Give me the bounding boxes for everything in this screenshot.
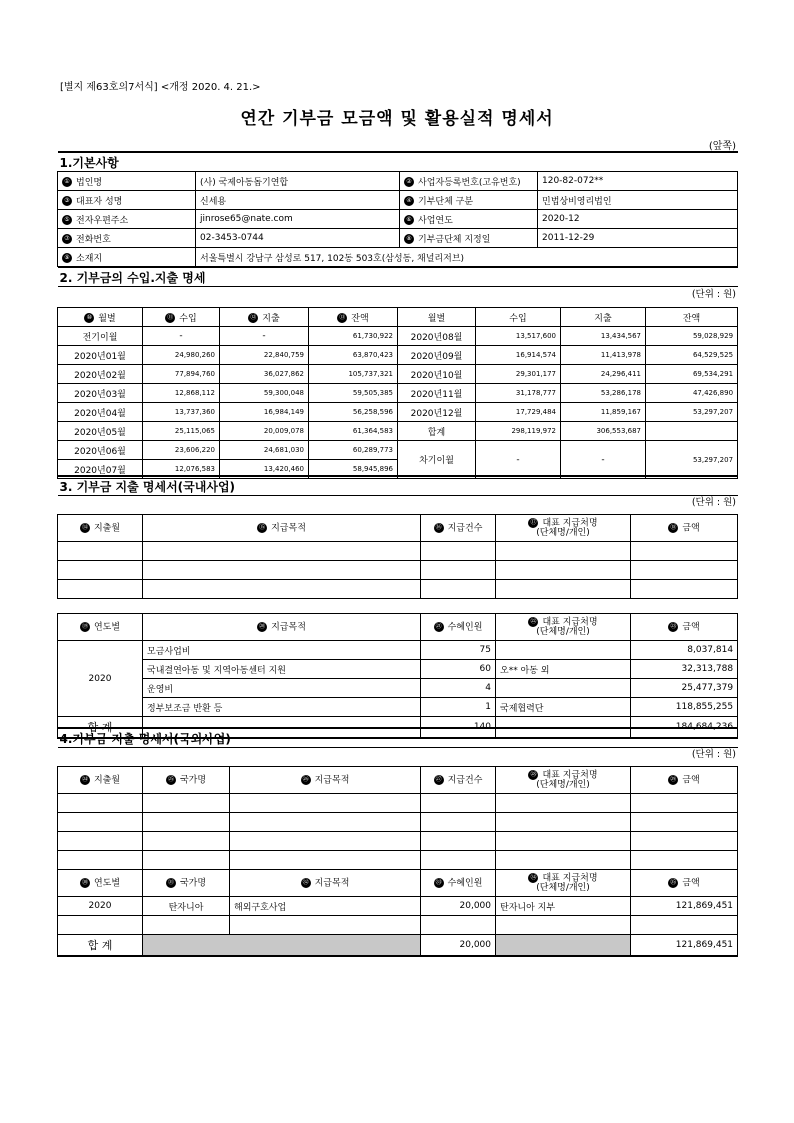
table-row bbox=[58, 660, 738, 679]
expense-cell: - bbox=[561, 441, 646, 479]
table-row bbox=[58, 403, 738, 422]
number-badge-icon: ㉒ bbox=[530, 617, 537, 625]
column-header: ㉓ 금액 bbox=[631, 614, 738, 641]
expense-cell: 13,434,567 bbox=[561, 327, 646, 346]
number-badge-icon: ㉔ bbox=[81, 775, 88, 783]
column-header: ㉒ 대표 지급처명 (단체명/개인) bbox=[496, 614, 631, 641]
balance-cell: 59,505,385 bbox=[309, 384, 398, 403]
number-badge-icon: ⑨ bbox=[62, 253, 72, 263]
expense-cell: 306,553,687 bbox=[561, 422, 646, 441]
column-header: ⑮ 지급목적 bbox=[143, 515, 421, 542]
field-label: ① 법인명 bbox=[58, 172, 196, 191]
column-header: ⑬ 잔액 bbox=[309, 308, 398, 327]
number-badge-icon: ⑧ bbox=[404, 234, 414, 244]
expense-cell: 13,420,460 bbox=[220, 460, 309, 479]
expense-cell: 59,300,048 bbox=[220, 384, 309, 403]
amount-cell: 32,313,788 bbox=[631, 660, 738, 679]
overseas-year: 2020 bbox=[58, 897, 143, 916]
month-cell: 차기이월 bbox=[398, 441, 476, 479]
balance-cell: 61,364,583 bbox=[309, 422, 398, 441]
expense-cell: 53,286,178 bbox=[561, 384, 646, 403]
count-cell: 1 bbox=[421, 698, 496, 717]
month-cell: 2020년12월 bbox=[398, 403, 476, 422]
field-label: ④ 기부단체 구분 bbox=[400, 191, 538, 210]
expense-cell: 20,009,078 bbox=[220, 422, 309, 441]
field-label: ⑦ 전화번호 bbox=[58, 229, 196, 248]
field-value: 02-3453-0744 bbox=[196, 229, 400, 248]
month-cell: 2020년07월 bbox=[58, 460, 143, 479]
field-value: 민법상비영리법인 bbox=[538, 191, 738, 210]
number-badge-icon: ⑬ bbox=[339, 314, 346, 321]
income-cell: 12,076,583 bbox=[143, 460, 220, 479]
expense-cell: 24,681,030 bbox=[220, 441, 309, 460]
balance-cell: 47,426,890 bbox=[646, 384, 738, 403]
income-cell: 25,115,065 bbox=[143, 422, 220, 441]
year-cell: 2020 bbox=[58, 641, 143, 717]
month-cell: 2020년02월 bbox=[58, 365, 143, 384]
column-header: ㉔ 지출월 bbox=[58, 767, 143, 794]
column-header: 월별 bbox=[398, 308, 476, 327]
purpose-cell: 운영비 bbox=[143, 679, 421, 698]
amount-cell: 118,855,255 bbox=[631, 698, 738, 717]
number-badge-icon: ① bbox=[62, 177, 72, 187]
field-label: ⑥ 사업연도 bbox=[400, 210, 538, 229]
field-value: (사) 국제아동돕기연합 bbox=[196, 172, 400, 191]
number-badge-icon: ⑤ bbox=[62, 215, 72, 225]
column-header: ㉑ 수혜인원 bbox=[421, 614, 496, 641]
number-badge-icon: ⑭ bbox=[81, 523, 88, 531]
overseas-payee: 탄자니아 지부 bbox=[496, 897, 631, 916]
overseas-total-count: 20,000 bbox=[421, 935, 496, 957]
number-badge-icon: ㉞ bbox=[530, 873, 537, 881]
payee-cell bbox=[496, 641, 631, 660]
income-cell: 13,517,600 bbox=[476, 327, 561, 346]
count-cell: 75 bbox=[421, 641, 496, 660]
purpose-cell: 모금사업비 bbox=[143, 641, 421, 660]
column-header: ⑳ 지급목적 bbox=[143, 614, 421, 641]
form-note: [별지 제63호의7서식] <개정 2020. 4. 21.> bbox=[60, 82, 261, 93]
amount-cell: 25,477,379 bbox=[631, 679, 738, 698]
basic-info-row bbox=[58, 210, 738, 229]
column-header: ㉟ 금액 bbox=[631, 870, 738, 897]
column-header: ⑫ 지출 bbox=[220, 308, 309, 327]
balance-cell: 53,297,207 bbox=[646, 403, 738, 422]
number-badge-icon: ㉑ bbox=[435, 622, 442, 630]
expense-cell: - bbox=[220, 327, 309, 346]
number-badge-icon: ⑯ bbox=[435, 523, 442, 531]
month-cell: 2020년05월 bbox=[58, 422, 143, 441]
overseas-country: 탄자니아 bbox=[143, 897, 230, 916]
table-row bbox=[58, 441, 738, 460]
table-row bbox=[58, 365, 738, 384]
number-badge-icon: ㉙ bbox=[670, 775, 677, 783]
overseas-amount: 121,869,451 bbox=[631, 897, 738, 916]
column-header: ㉙ 금액 bbox=[631, 767, 738, 794]
column-header: ⑯ 지급건수 bbox=[421, 515, 496, 542]
number-badge-icon: ⑫ bbox=[250, 314, 257, 321]
table-row bbox=[58, 327, 738, 346]
table-row bbox=[58, 384, 738, 403]
income-cell: 24,980,260 bbox=[143, 346, 220, 365]
field-label: ② 사업자등록번호(고유번호) bbox=[400, 172, 538, 191]
section2-heading: 2. 기부금의 수입.지출 명세 bbox=[58, 267, 738, 287]
month-cell: 2020년03월 bbox=[58, 384, 143, 403]
basic-info-table bbox=[57, 151, 738, 267]
month-cell: 2020년01월 bbox=[58, 346, 143, 365]
payee-cell: 국제협력단 bbox=[496, 698, 631, 717]
column-header: ⑭ 지출월 bbox=[58, 515, 143, 542]
column-header: 수입 bbox=[476, 308, 561, 327]
column-header: ㉘ 대표 지급처명 (단체명/개인) bbox=[496, 767, 631, 794]
number-badge-icon: ㉗ bbox=[435, 775, 442, 783]
count-cell: 4 bbox=[421, 679, 496, 698]
number-badge-icon: ⑩ bbox=[84, 313, 94, 323]
balance-cell: 69,534,291 bbox=[646, 365, 738, 384]
column-header: ⑰ 대표 지급처명 (단체명/개인) bbox=[496, 515, 631, 542]
month-cell: 2020년06월 bbox=[58, 441, 143, 460]
section3-heading: 3. 기부금 지출 명세서(국내사업) bbox=[58, 476, 738, 496]
month-cell: 2020년11월 bbox=[398, 384, 476, 403]
number-badge-icon: ㉛ bbox=[167, 878, 174, 886]
income-cell: 12,868,112 bbox=[143, 384, 220, 403]
table-row bbox=[58, 422, 738, 441]
income-cell: 77,894,760 bbox=[143, 365, 220, 384]
month-cell: 전기이월 bbox=[58, 327, 143, 346]
expense-cell: 11,413,978 bbox=[561, 346, 646, 365]
number-badge-icon: ⑦ bbox=[62, 234, 72, 244]
basic-info-row bbox=[58, 229, 738, 248]
column-header: ⑩ 월별 bbox=[58, 308, 143, 327]
domestic-total-amount: 184,684,236 bbox=[631, 717, 738, 739]
balance-cell: 63,870,423 bbox=[309, 346, 398, 365]
column-header: 잔액 bbox=[646, 308, 738, 327]
number-badge-icon: ⑲ bbox=[81, 622, 88, 630]
domestic-total-count: 140 bbox=[421, 717, 496, 739]
month-cell: 2020년09월 bbox=[398, 346, 476, 365]
overseas-total-label: 합 계 bbox=[58, 935, 143, 957]
number-badge-icon: ㉜ bbox=[302, 878, 309, 886]
column-header: ㉕ 국가명 bbox=[143, 767, 230, 794]
expense-cell: 11,859,167 bbox=[561, 403, 646, 422]
front-side-label: (앞쪽) bbox=[708, 141, 736, 152]
month-cell: 합계 bbox=[398, 422, 476, 441]
income-expense-table bbox=[57, 266, 738, 479]
income-cell: 31,178,777 bbox=[476, 384, 561, 403]
column-header: ㉞ 대표 지급처명 (단체명/개인) bbox=[496, 870, 631, 897]
domestic-expense-table bbox=[57, 475, 738, 739]
income-cell: 298,119,972 bbox=[476, 422, 561, 441]
number-badge-icon: ⑱ bbox=[670, 523, 677, 531]
month-cell: 2020년04월 bbox=[58, 403, 143, 422]
address-label-cell: ⑨ 소재지 bbox=[58, 248, 196, 267]
field-value: 신세용 bbox=[196, 191, 400, 210]
column-header: ㉗ 지급건수 bbox=[421, 767, 496, 794]
expense-cell: 24,296,411 bbox=[561, 365, 646, 384]
income-cell: 16,914,574 bbox=[476, 346, 561, 365]
field-value: 120-82-072** bbox=[538, 172, 738, 191]
purpose-cell: 국내결연아동 및 지역아동센터 지원 bbox=[143, 660, 421, 679]
field-label: ③ 대표자 성명 bbox=[58, 191, 196, 210]
month-cell: 2020년08월 bbox=[398, 327, 476, 346]
field-value: 2020-12 bbox=[538, 210, 738, 229]
number-badge-icon: ㉕ bbox=[167, 775, 174, 783]
number-badge-icon: ㉖ bbox=[302, 775, 309, 783]
month-cell: 2020년10월 bbox=[398, 365, 476, 384]
column-header: ㉜ 지급목적 bbox=[230, 870, 421, 897]
number-badge-icon: ④ bbox=[404, 196, 414, 206]
number-badge-icon: ㉚ bbox=[81, 878, 88, 886]
expense-cell: 22,840,759 bbox=[220, 346, 309, 365]
column-header: ⑪ 수입 bbox=[143, 308, 220, 327]
number-badge-icon: ⑮ bbox=[259, 523, 266, 531]
column-header: 지출 bbox=[561, 308, 646, 327]
column-header: ⑲ 연도별 bbox=[58, 614, 143, 641]
page-title: 연간 기부금 모금액 및 활용실적 명세서 bbox=[240, 109, 554, 129]
table-row bbox=[58, 346, 738, 365]
income-cell: - bbox=[143, 327, 220, 346]
table-row bbox=[58, 679, 738, 698]
basic-info-row bbox=[58, 191, 738, 210]
number-badge-icon: ⑥ bbox=[404, 215, 414, 225]
payee-cell bbox=[496, 679, 631, 698]
income-cell: 23,606,220 bbox=[143, 441, 220, 460]
number-badge-icon: ② bbox=[404, 177, 414, 187]
balance-cell: 64,529,525 bbox=[646, 346, 738, 365]
field-value: 2011-12-29 bbox=[538, 229, 738, 248]
balance-cell: 53,297,207 bbox=[646, 441, 738, 479]
column-header: ㉝ 수혜인원 bbox=[421, 870, 496, 897]
expense-cell: 36,027,862 bbox=[220, 365, 309, 384]
income-cell: 29,301,177 bbox=[476, 365, 561, 384]
field-label: ⑤ 전자우편주소 bbox=[58, 210, 196, 229]
balance-cell: 105,737,321 bbox=[309, 365, 398, 384]
address-value: 서울특별시 강남구 삼성로 517, 102동 503호(삼성동, 채널리저브) bbox=[196, 248, 738, 267]
balance-cell: 58,945,896 bbox=[309, 460, 398, 479]
number-badge-icon: ㉝ bbox=[435, 878, 442, 886]
overseas-total-amount: 121,869,451 bbox=[631, 935, 738, 957]
unit-label: (단위 : 원) bbox=[691, 749, 736, 760]
number-badge-icon: ⑪ bbox=[167, 314, 174, 321]
column-header: ㉛ 국가명 bbox=[143, 870, 230, 897]
purpose-cell: 정부보조금 반환 등 bbox=[143, 698, 421, 717]
balance-cell: 59,028,929 bbox=[646, 327, 738, 346]
unit-label: (단위 : 원) bbox=[691, 497, 736, 508]
overseas-count: 20,000 bbox=[421, 897, 496, 916]
amount-cell: 8,037,814 bbox=[631, 641, 738, 660]
number-badge-icon: ⑳ bbox=[259, 622, 266, 630]
number-badge-icon: ⑰ bbox=[530, 518, 537, 526]
unit-label: (단위 : 원) bbox=[691, 289, 736, 300]
expense-cell: 16,984,149 bbox=[220, 403, 309, 422]
column-header: ㉚ 연도별 bbox=[58, 870, 143, 897]
income-cell: 17,729,484 bbox=[476, 403, 561, 422]
count-cell: 60 bbox=[421, 660, 496, 679]
number-badge-icon: ㉘ bbox=[530, 770, 537, 778]
number-badge-icon: ③ bbox=[62, 196, 72, 206]
domestic-total-label: 합 계 bbox=[58, 717, 143, 739]
number-badge-icon: ㉟ bbox=[670, 878, 677, 886]
balance-cell: 56,258,596 bbox=[309, 403, 398, 422]
field-label: ⑧ 기부금단체 지정일 bbox=[400, 229, 538, 248]
income-cell: 13,737,360 bbox=[143, 403, 220, 422]
balance-cell bbox=[646, 422, 738, 441]
basic-info-row bbox=[58, 172, 738, 191]
column-header: ㉖ 지급목적 bbox=[230, 767, 421, 794]
table-row bbox=[58, 641, 738, 660]
column-header: ⑱ 금액 bbox=[631, 515, 738, 542]
income-cell: - bbox=[476, 441, 561, 479]
overseas-purpose: 해외구호사업 bbox=[230, 897, 421, 916]
balance-cell: 60,289,773 bbox=[309, 441, 398, 460]
field-value: jinrose65@nate.com bbox=[196, 210, 400, 229]
number-badge-icon: ㉓ bbox=[670, 622, 677, 630]
payee-cell: 오** 아동 외 bbox=[496, 660, 631, 679]
balance-cell: 61,730,922 bbox=[309, 327, 398, 346]
section4-heading: 4.기부금 지출 명세서(국외사업) bbox=[58, 728, 738, 748]
section1-heading: 1.기본사항 bbox=[58, 152, 738, 172]
overseas-expense-table bbox=[57, 727, 738, 957]
table-row bbox=[58, 698, 738, 717]
